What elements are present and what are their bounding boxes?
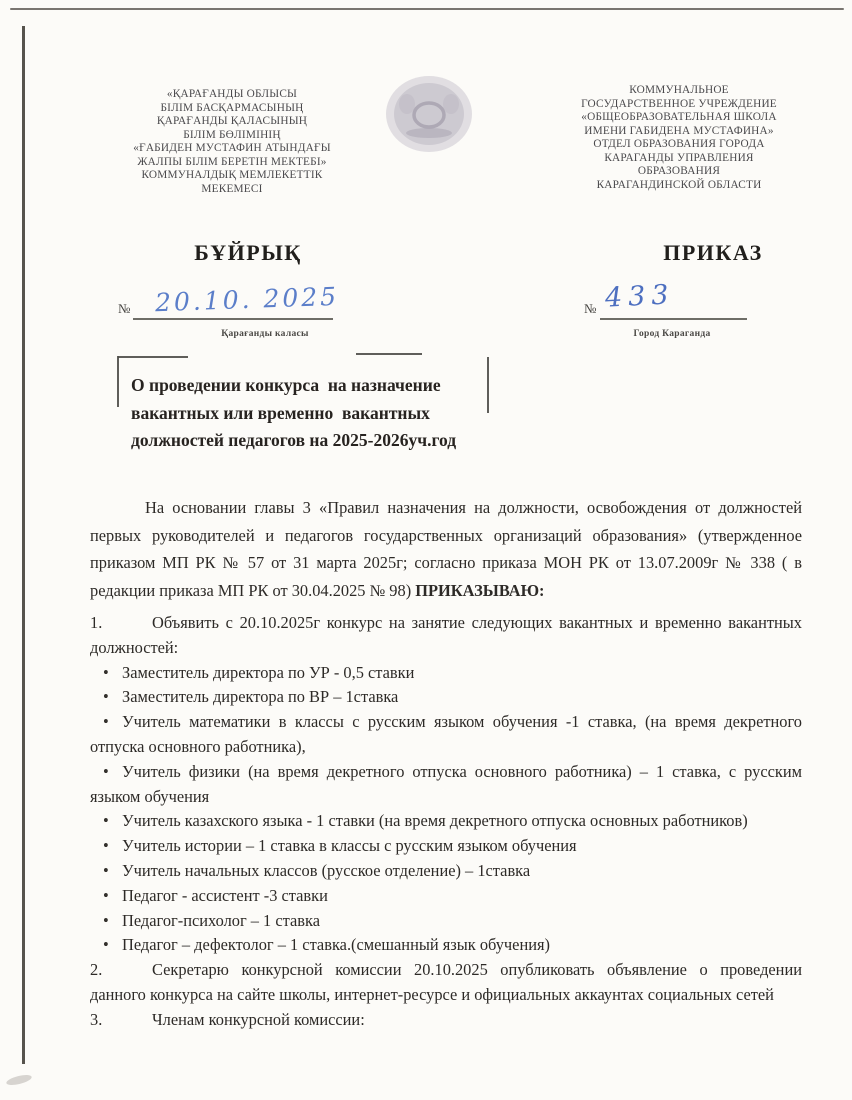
handwritten-order-number: 433 xyxy=(604,279,676,314)
state-emblem-image xyxy=(383,70,475,162)
bullet-icon: • xyxy=(103,712,109,732)
vacancy-text: Учитель физики (на время декретного отпуска основного работника) – 1 ставка, с русским языком обучения xyxy=(90,761,802,806)
date-fill-line xyxy=(133,318,333,320)
number-sign-right: № xyxy=(584,301,597,316)
city-label-kazakh: Қарағанды каласы xyxy=(221,329,309,339)
item-text: Членам конкурсной комиссии: xyxy=(152,1009,365,1029)
bullet-icon: • xyxy=(103,910,109,930)
org-line: «ҒАБИДЕН МУСТАФИН АТЫНДАҒЫ xyxy=(133,142,331,154)
vacancy-item xyxy=(90,760,802,810)
org-line: «ҚАРАҒАНДЫ ОБЛЫСЫ xyxy=(166,88,298,100)
org-line: КАРАГАНДИНСКОЙ ОБЛАСТИ xyxy=(596,178,762,191)
vacancy-item xyxy=(90,661,802,686)
order-item-1 xyxy=(90,611,802,661)
vacancy-text: Педагог – дефектолог – 1 ставка.(смешанный язык обучения) xyxy=(122,935,550,955)
org-line: КОММУНАЛДЫҚ МЕМЛЕКЕТТІК xyxy=(141,169,323,181)
org-line: ГОСУДАРСТВЕННОЕ УЧРЕЖДЕНИЕ xyxy=(581,97,777,110)
vacancy-text: Учитель математики в классы с русским языком обучения -1 ставка, (на время декретного отпуска основного работника), xyxy=(90,712,802,756)
org-line: МЕКЕМЕСІ xyxy=(201,182,263,195)
number-sign-left: № xyxy=(118,301,131,316)
scan-edge-left-line xyxy=(22,26,25,1064)
vacancy-text: Заместитель директора по УР - 0,5 ставки xyxy=(122,662,415,682)
document-body xyxy=(90,478,802,1033)
vacancy-text: Педагог-психолог – 1 ставка xyxy=(122,910,320,930)
org-line: БІЛІМ БАСҚАРМАСЫНЫҢ xyxy=(160,101,304,114)
prikazyvayu-word: ПРИКАЗЫВАЮ: xyxy=(415,580,545,600)
item-text: Объявить с 20.10.2025г конкурс на занятие следующих вакантных и временно вакантных должностей: xyxy=(90,613,802,657)
org-line: ЖАЛПЫ БІЛІМ БЕРЕТІН МЕКТЕБІ» xyxy=(137,155,327,168)
order-heading-russian: ПРИКАЗ xyxy=(663,240,763,265)
title-box-line-left xyxy=(117,356,119,407)
org-line: ОТДЕЛ ОБРАЗОВАНИЯ ГОРОДА xyxy=(593,138,765,150)
org-line: ҚАРАҒАНДЫ ҚАЛАСЫНЫҢ xyxy=(156,115,308,127)
title-box-line-top-right xyxy=(356,353,422,355)
org-line: «ОБЩЕОБРАЗОВАТЕЛЬНАЯ ШКОЛА xyxy=(581,111,777,123)
vacancy-text: Педагог - ассистент -3 ставки xyxy=(122,885,328,905)
vacancy-item xyxy=(90,710,802,760)
title-line: вакантных или временно вакантных xyxy=(131,402,430,423)
vacancy-text: Учитель начальных классов (русское отделение) – 1ставка xyxy=(122,860,531,880)
title-line: О проведении конкурса на назначение xyxy=(131,375,441,395)
item-number: 1. xyxy=(90,613,103,633)
title-line: должностей педагогов на 2025-2026уч.год xyxy=(131,430,457,450)
vacancy-item xyxy=(90,859,802,884)
letterhead-org-russian xyxy=(516,84,842,192)
vacancy-item xyxy=(90,884,802,909)
handwritten-order-date: 20.10. 2025 xyxy=(154,281,340,318)
bullet-icon: • xyxy=(103,662,109,682)
vacancy-text: Заместитель директора по ВР – 1ставка xyxy=(122,687,399,707)
scan-edge-top-line xyxy=(10,8,844,10)
org-line: ИМЕНИ ГАБИДЕНА МУСТАФИНА» xyxy=(584,124,774,137)
letterhead-org-kazakh xyxy=(64,88,400,196)
item-text: Секретарю конкурсной комиссии 20.10.2025 опубликовать объявление о проведении данного конкурса на сайте школы, интернет-ресурсе и официальных аккаунтах социальных сетей xyxy=(90,960,802,1004)
vacancy-item xyxy=(90,834,802,859)
bullet-icon: • xyxy=(103,935,109,955)
bullet-icon: • xyxy=(103,860,109,880)
scan-smudge-mark xyxy=(5,1073,32,1087)
bullet-icon: • xyxy=(103,885,109,905)
document-title xyxy=(131,372,551,455)
city-label-russian: Город Караганда xyxy=(633,329,711,339)
bullet-icon: • xyxy=(103,811,109,831)
bullet-icon: • xyxy=(103,687,109,707)
number-fill-line xyxy=(600,318,747,320)
item-number: 2. xyxy=(90,960,103,980)
intro-paragraph xyxy=(90,494,802,604)
vacancy-item xyxy=(90,809,802,834)
item-number: 3. xyxy=(90,1009,103,1029)
vacancy-text: Учитель истории – 1 ставка в классы с русским языком обучения xyxy=(122,836,577,856)
vacancy-item xyxy=(90,685,802,710)
bullet-icon: • xyxy=(103,836,109,856)
org-line: ОБРАЗОВАНИЯ xyxy=(637,165,721,177)
org-line: КОММУНАЛЬНОЕ xyxy=(629,84,729,96)
org-line: БІЛІМ БӨЛІМІНІҢ xyxy=(183,128,281,141)
order-heading-kazakh: БҰЙРЫҚ xyxy=(194,240,302,265)
vacancy-item xyxy=(90,933,802,958)
vacancy-text: Учитель казахского языка - 1 ставки (на время декретного отпуска основных работников) xyxy=(122,811,748,831)
bullet-icon: • xyxy=(103,761,109,781)
title-box-line-top-left xyxy=(118,356,188,358)
intro-text: На основании главы 3 «Правил назначения на должности, освобождения от должностей первых руководителей и педагогов государственных организаций образования» (утвержденное приказом МП РК № 57 от 31 марта 2025г; согласно приказа МОН РК от 13.07.2009г № 338 ( в редакции приказа МП РК от 30.04.2025 № 98) xyxy=(90,498,802,600)
order-item-3 xyxy=(90,1008,802,1033)
vacancy-item xyxy=(90,909,802,934)
order-item-2 xyxy=(90,958,802,1008)
org-line: КАРАГАНДЫ УПРАВЛЕНИЯ xyxy=(604,151,754,164)
